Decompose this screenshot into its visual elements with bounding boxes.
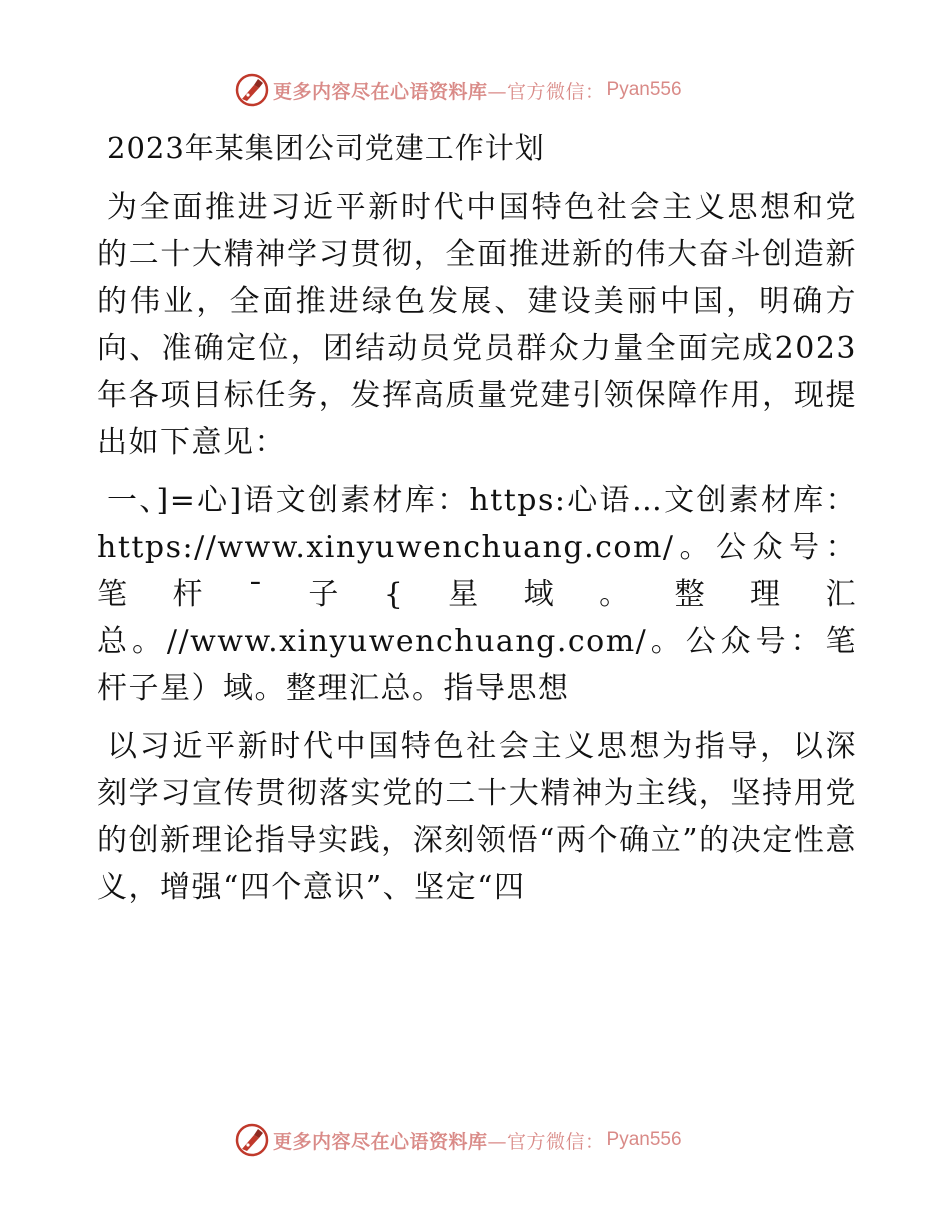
document-title: 2023年某集团公司党建工作计划 [107, 131, 545, 165]
banner-wechat-id: Pyan556 [606, 1129, 682, 1150]
banner-dash: — [487, 80, 508, 103]
footer-banner [235, 1123, 682, 1157]
banner-slogan [273, 77, 605, 104]
banner-wechat-label: 官方微信： [507, 80, 605, 103]
banner-wechat-label: 官方微信： [507, 1130, 605, 1153]
banner-main-text: 更多内容尽在心语资料库 [273, 80, 488, 103]
paragraph-section-one: 一、]=心]语文创素材库：https:心语…文创素材库：https://www.xinyuwenchuang.com/。公众号：笔杆¯子{星域。整理汇总。//www.xinyuwenchuang.com/。公众号：笔杆子星）域。整理汇总。指导思想 [97, 483, 857, 706]
paragraph-intro: 为全面推进习近平新时代中国特色社会主义思想和党的二十大精神学习贯彻，全面推进新的伟大奋斗创造新的伟业，全面推进绿色发展、建设美丽中国，明确方向、准确定位，团结动员党员群众力量全面完成2023年各项目标任务，发挥高质量党建引领保障作用，现提出如下意见： [97, 190, 857, 460]
banner-slogan [273, 1127, 605, 1154]
pen-nib-logo-icon [235, 73, 269, 107]
banner-dash: — [487, 1130, 508, 1153]
document-body [97, 126, 857, 911]
header-banner [235, 73, 682, 107]
banner-wechat-id: Pyan556 [606, 79, 682, 100]
paragraph-guiding-thought: 以习近平新时代中国特色社会主义思想为指导，以深刻学习宣传贯彻落实党的二十大精神为主线，坚持用党的创新理论指导实践，深刻领悟“两个确立”的决定性意义，增强“四个意识”、坚定“四 [97, 729, 857, 905]
pen-nib-logo-icon [235, 1123, 269, 1157]
banner-main-text: 更多内容尽在心语资料库 [273, 1130, 488, 1153]
